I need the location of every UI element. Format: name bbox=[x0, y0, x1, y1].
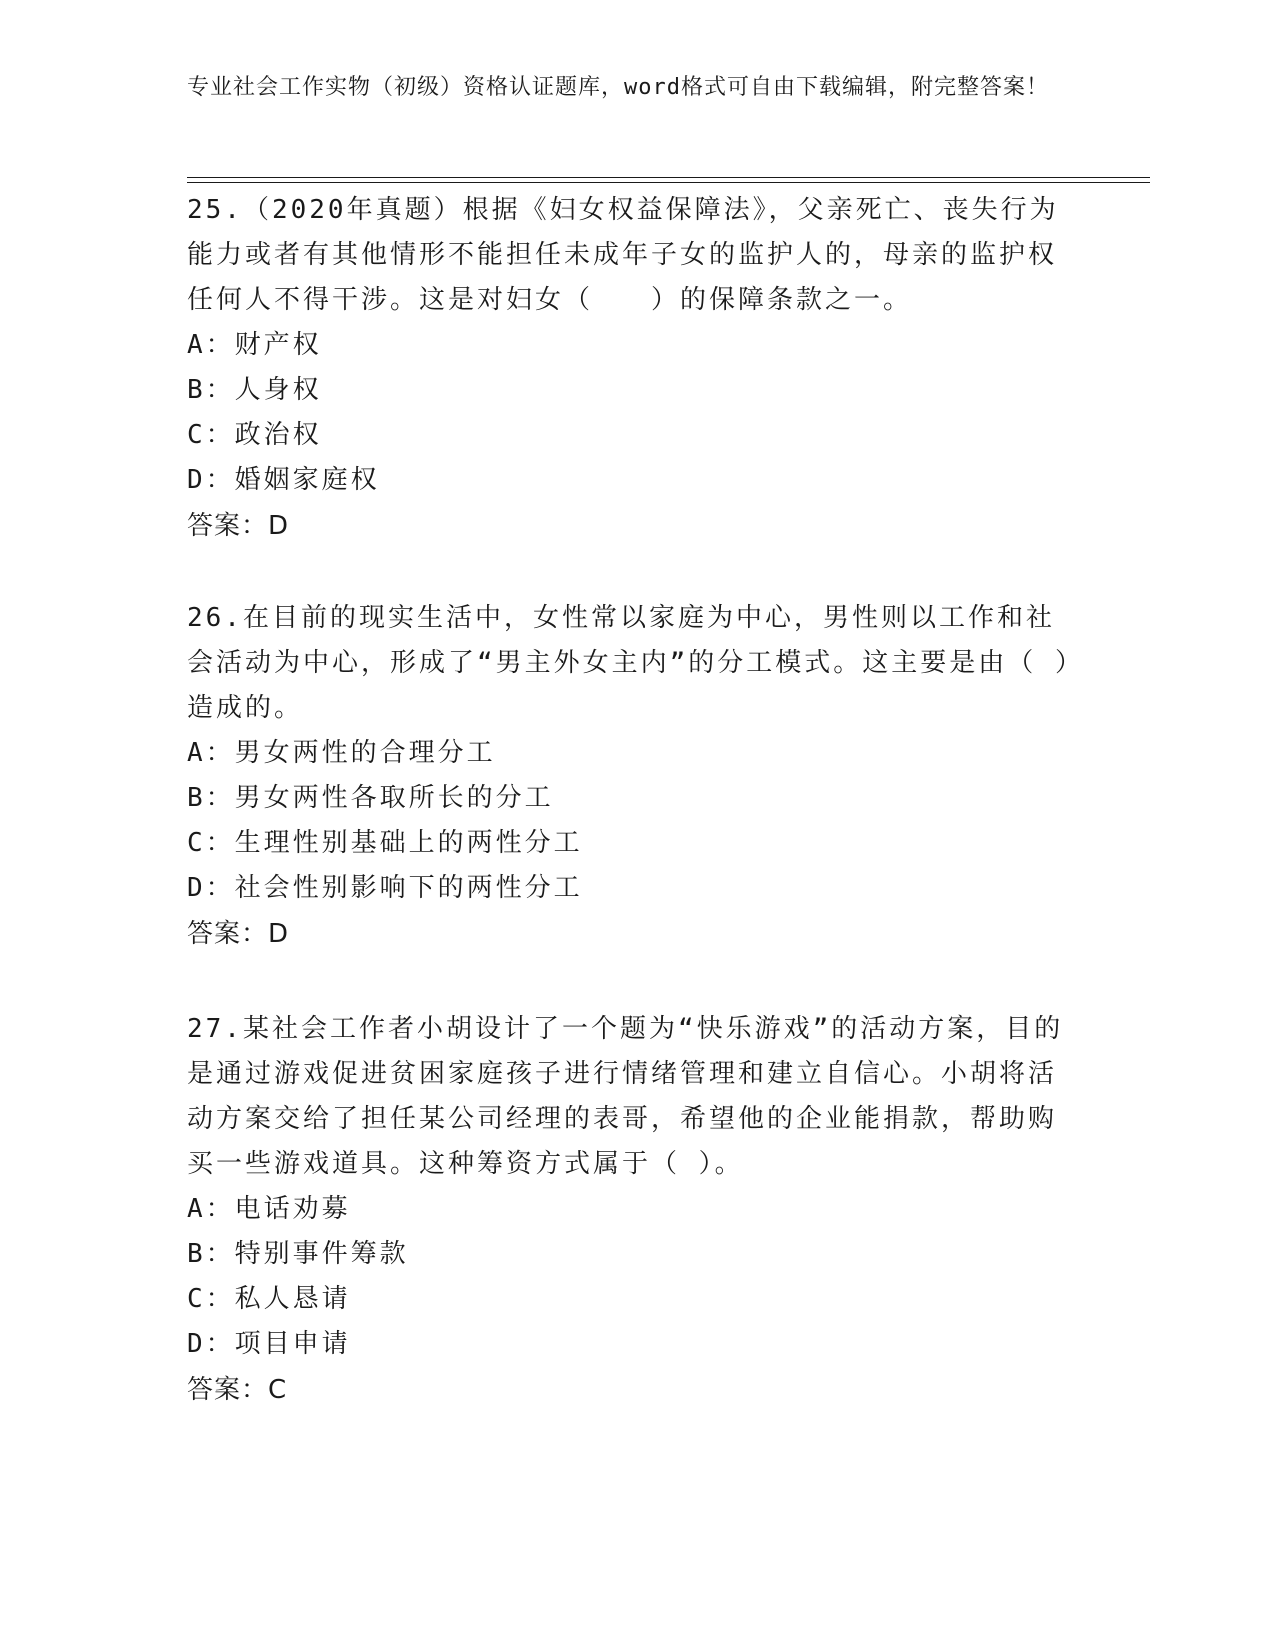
header-divider-top bbox=[187, 177, 1150, 178]
option-d: D：项目申请 bbox=[187, 1329, 351, 1359]
question-stem: 25.（2020年真题）根据《妇女权益保障法》，父亲死亡、丧失行为能力或者有其他情形不能担任未成年子女的监护人的，母亲的监护权任何人不得干涉。这是对妇女（ ）的保障条款之一。 bbox=[187, 195, 1059, 315]
option-c: C：政治权 bbox=[187, 420, 322, 450]
option-b: B：人身权 bbox=[187, 375, 322, 405]
question-stem: 26.在目前的现实生活中，女性常以家庭为中心，男性则以工作和社会活动为中心，形成了“男主外女主内”的分工模式。这主要是由（ ）造成的。 bbox=[187, 603, 1071, 723]
option-b: B：特别事件筹款 bbox=[187, 1239, 409, 1269]
option-d: D：婚姻家庭权 bbox=[187, 465, 380, 495]
header-divider-bottom bbox=[187, 182, 1150, 183]
page-header bbox=[187, 72, 1067, 104]
question-26 bbox=[187, 596, 1077, 957]
option-d: D：社会性别影响下的两性分工 bbox=[187, 873, 583, 903]
answer: 答案：D bbox=[187, 919, 290, 949]
option-c: C：生理性别基础上的两性分工 bbox=[187, 828, 583, 858]
option-a: A：财产权 bbox=[187, 330, 322, 360]
answer: 答案：C bbox=[187, 1375, 288, 1405]
question-25 bbox=[187, 188, 1077, 549]
option-b: B：男女两性各取所长的分工 bbox=[187, 783, 554, 813]
option-a: A：电话劝募 bbox=[187, 1194, 351, 1224]
answer: 答案：D bbox=[187, 511, 290, 541]
question-stem: 27.某社会工作者小胡设计了一个题为“快乐游戏”的活动方案，目的是通过游戏促进贫困家庭孩子进行情绪管理和建立自信心。小胡将活动方案交给了担任某公司经理的表哥，希望他的企业能捐款，帮助购买一些游戏道具。这种筹资方式属于（ ）。 bbox=[187, 1014, 1064, 1179]
option-a: A：男女两性的合理分工 bbox=[187, 738, 496, 768]
question-27 bbox=[187, 1007, 1077, 1413]
header-text: 专业社会工作实物（初级）资格认证题库，word格式可自由下载编辑，附完整答案！ bbox=[187, 75, 1049, 100]
option-c: C：私人恳请 bbox=[187, 1284, 351, 1314]
